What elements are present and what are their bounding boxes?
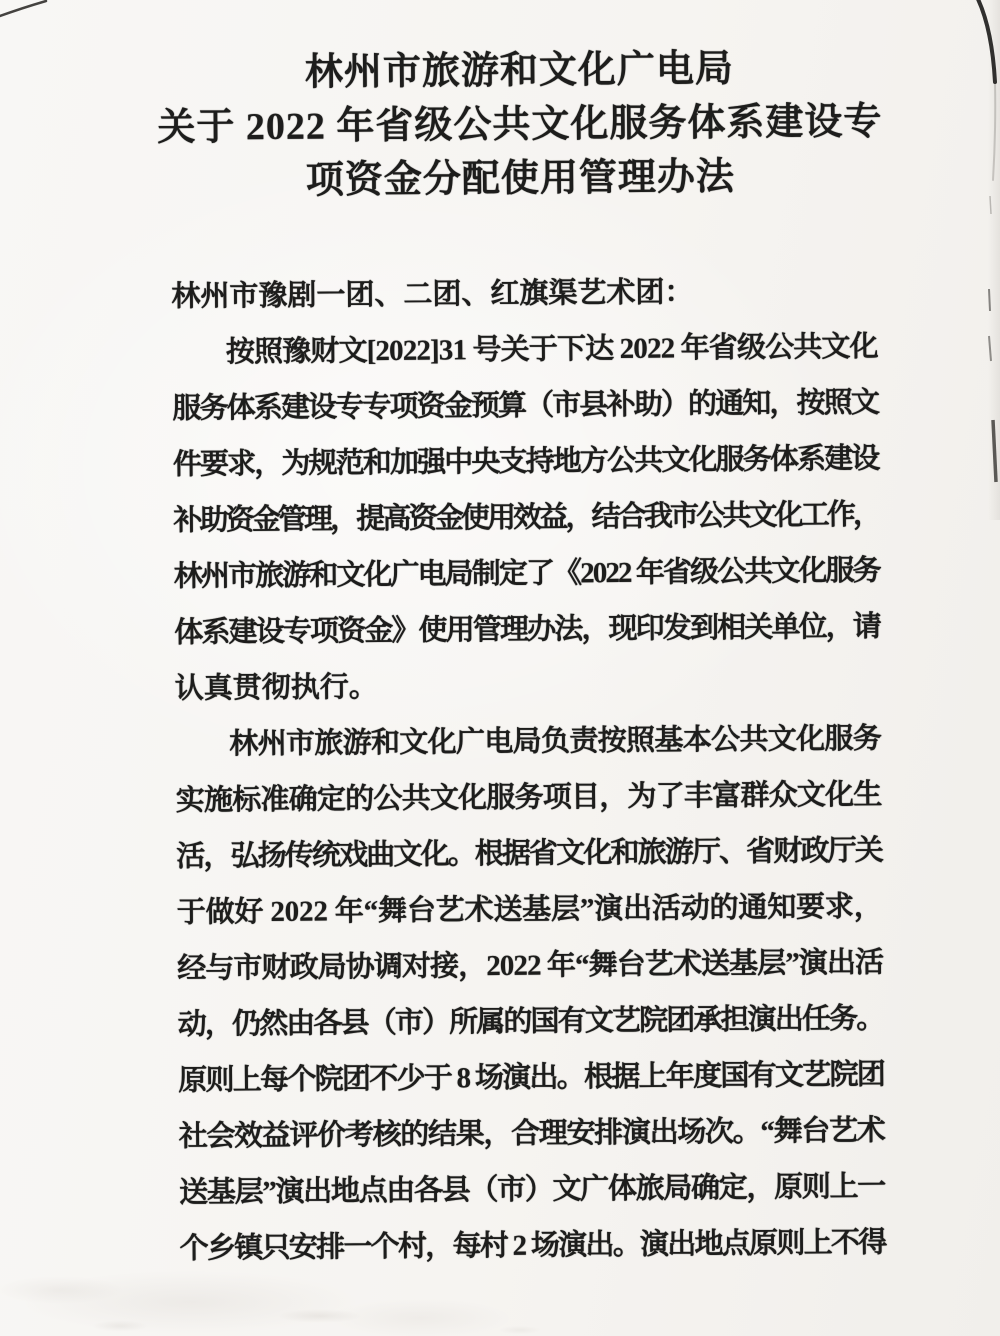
body-line: 活，弘扬传统戏曲文化。根据省文化和旅游厅、省财政厅关 [176, 834, 883, 873]
scan-bottom-noise [0, 1286, 1000, 1336]
body-line: 社会效益评价考核的结果，合理安排演出场次。“舞台艺术 [178, 1114, 885, 1153]
body-line: 送基层”演出地点由各县（市）文广体旅局确定，原则上一 [179, 1170, 886, 1209]
body-line: 实施标准确定的公共文化服务项目，为了丰富群众文化生 [175, 778, 882, 817]
paper-right-edge-shadow [988, 0, 1000, 520]
title-line-2: 关于 2022 年省级公共文化服务体系建设专 [157, 100, 883, 149]
document-body [171, 263, 886, 1277]
body-line: 服务体系建设专专项资金预算（市县补助）的通知，按照文 [172, 386, 879, 425]
body-line: 体系建设专项资金》使用管理办法，现印发到相关单位，请 [174, 610, 881, 649]
title-line-1: 林州市旅游和文化广电局 [304, 47, 735, 94]
title-line-3: 项资金分配使用管理办法 [305, 155, 736, 202]
body-line: 按照豫财文[2022]31 号关于下达 2022 年省级公共文化 [225, 330, 878, 369]
body-line: 林州市旅游和文化广电局制定了《2022 年省级公共文化服务 [173, 554, 880, 593]
body-line: 个乡镇只安排一个村，每村 2 场演出。演出地点原则上不得 [179, 1226, 886, 1265]
body-line: 原则上每个院团不少于 8 场演出。根据上年度国有文艺院团 [178, 1058, 885, 1097]
body-line-paragraph-end: 认真贯彻执行。 [174, 671, 378, 705]
body-line: 件要求，为规范和加强中央支持地方公共文化服务体系建设 [172, 442, 879, 481]
body-line: 林州市旅游和文化广电局负责按照基本公共文化服务 [229, 722, 882, 761]
body-line: 动，仍然由各县（市）所属的国有文艺院团承担演出任务。 [177, 1002, 884, 1041]
body-line: 补助资金管理，提高资金使用效益，结合我市公共文化工作， [173, 498, 880, 537]
body-line: 经与市财政局协调对接，2022 年“舞台艺术送基层”演出活 [177, 946, 884, 985]
document-title [39, 40, 1000, 210]
body-line: 于做好 2022 年“舞台艺术送基层”演出活动的通知要求， [176, 890, 883, 929]
body-line-addressee: 林州市豫剧一团、二团、红旗渠艺术团： [171, 276, 694, 313]
